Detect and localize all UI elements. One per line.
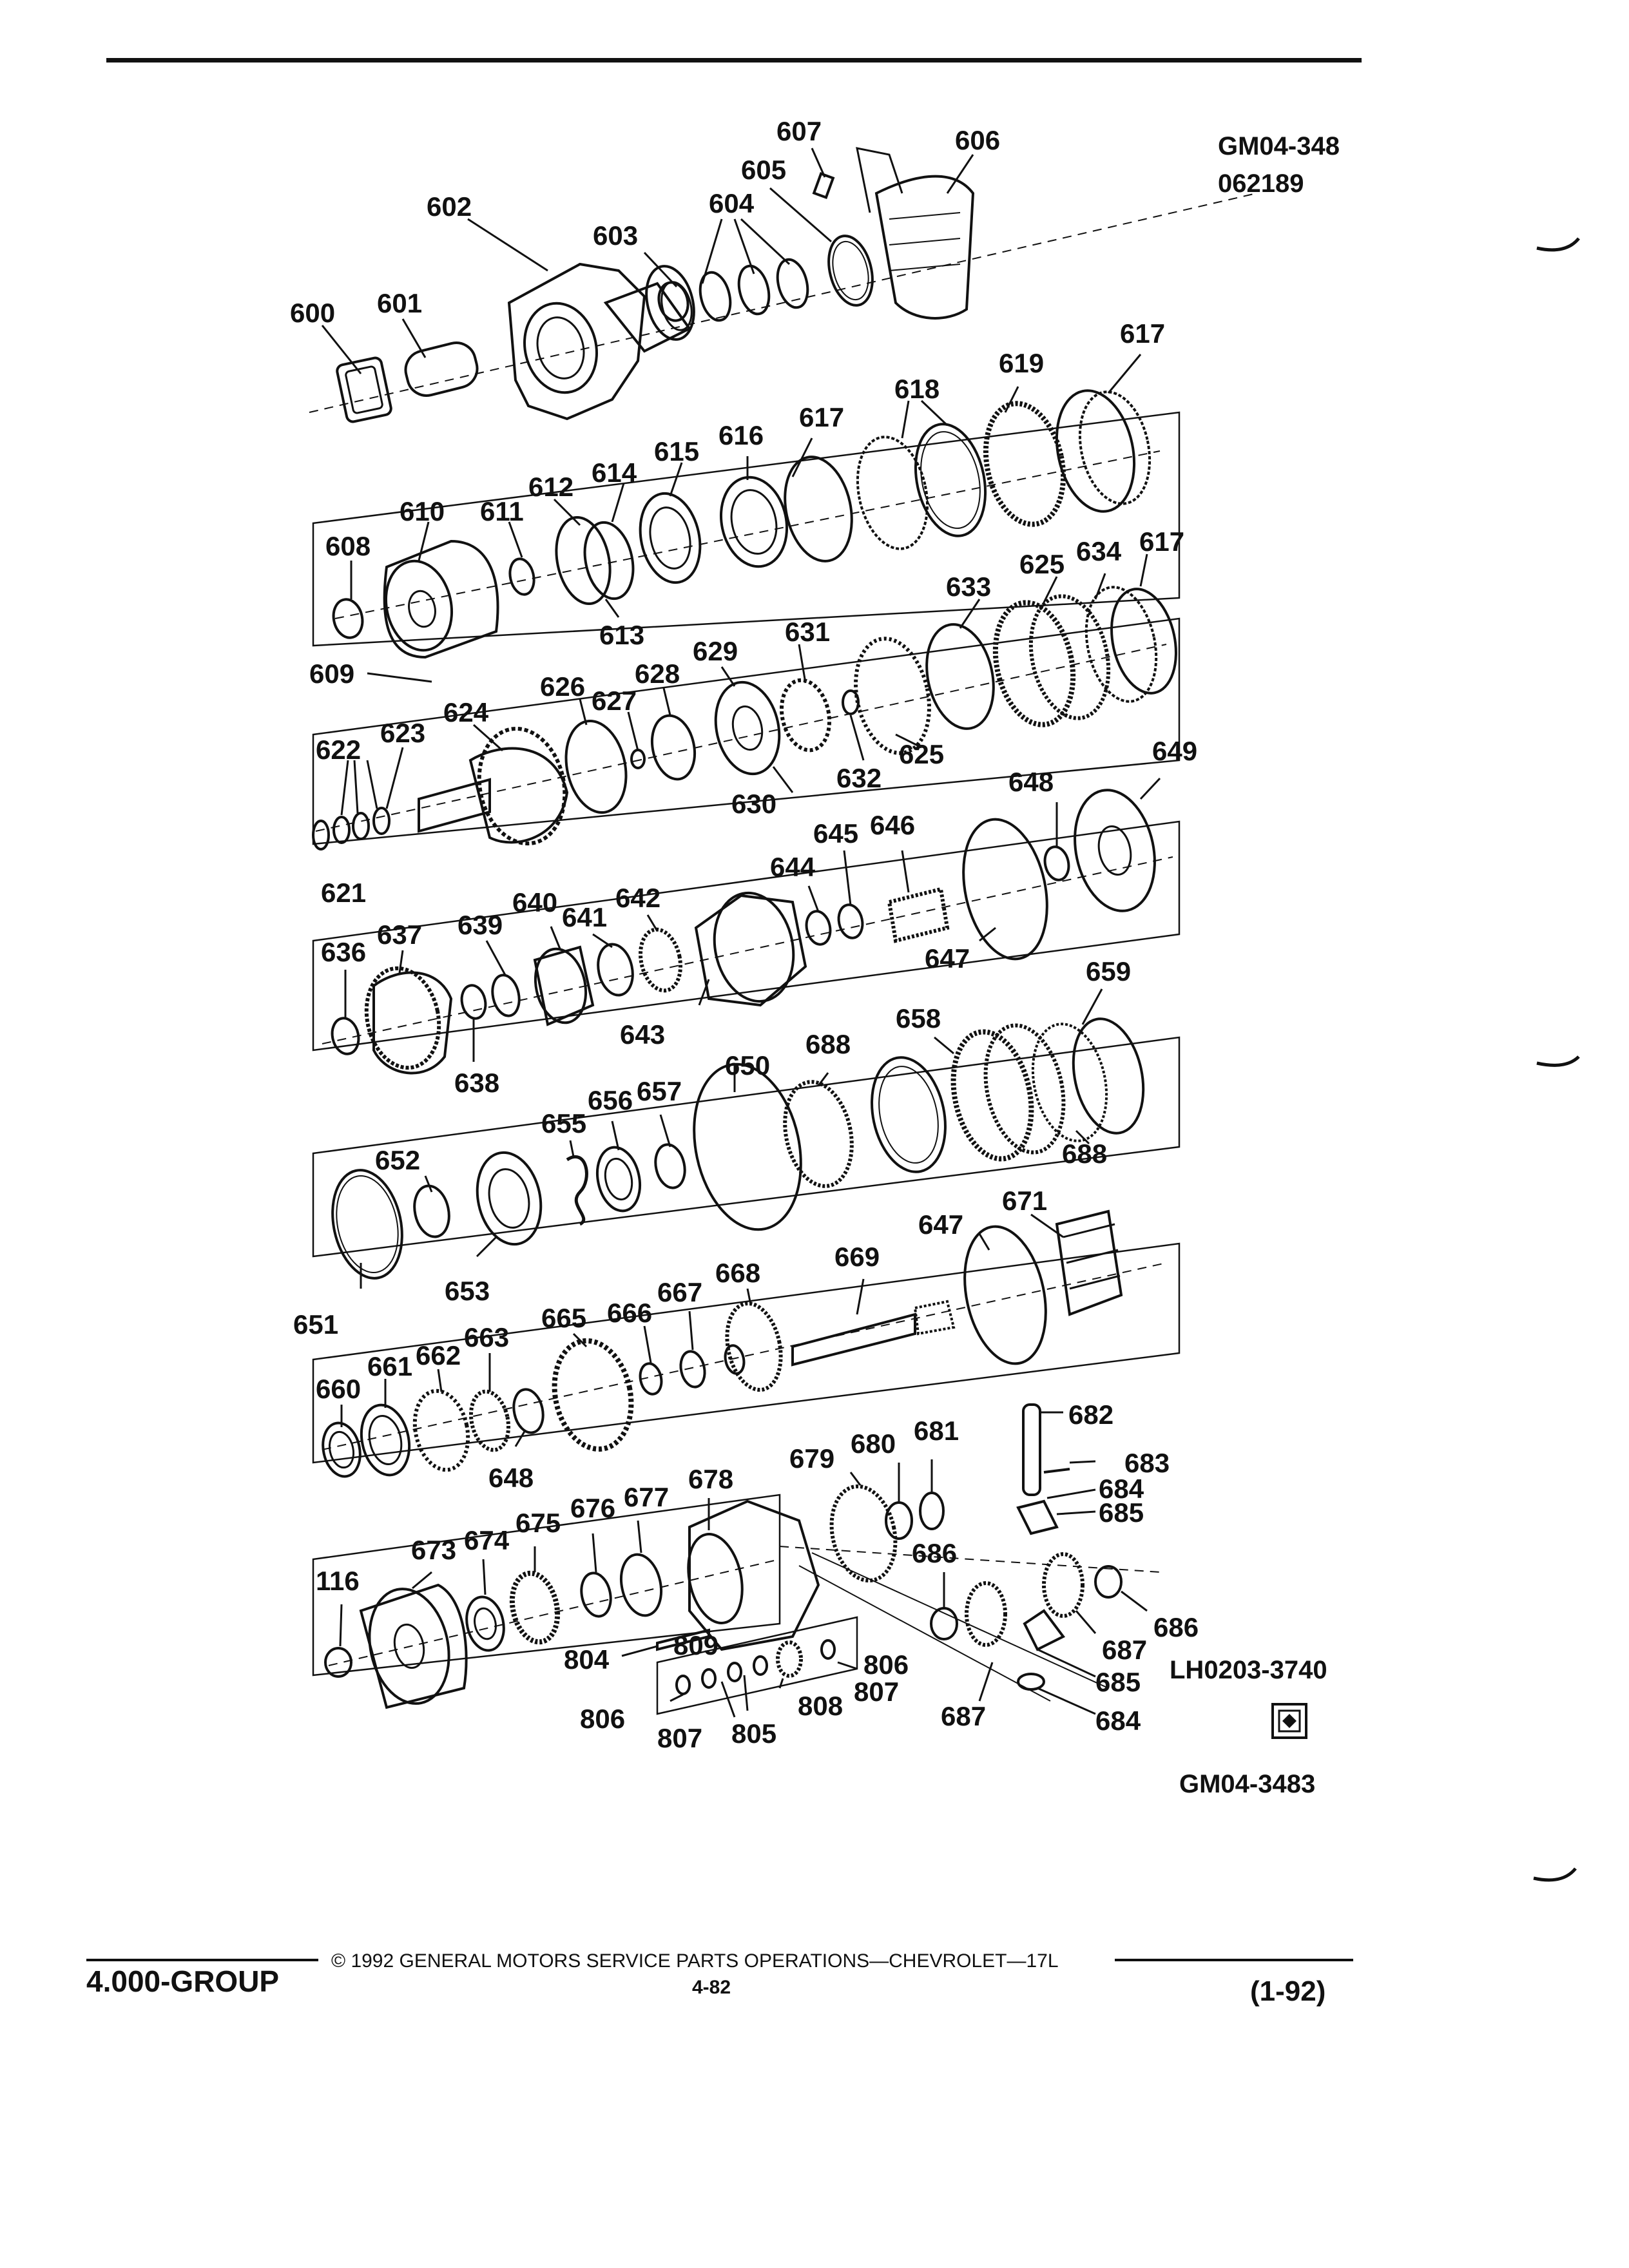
callout-808: 808 [798,1691,843,1721]
callout-662: 662 [416,1340,461,1370]
callout-655: 655 [541,1108,587,1139]
callout-621: 621 [321,878,367,908]
callout-646: 646 [870,810,916,840]
callout-648-a: 648 [1008,767,1054,797]
callout-610: 610 [400,496,445,526]
callout-684-a: 684 [1099,1474,1144,1504]
callout-641: 641 [562,902,608,932]
callout-617-c: 617 [1139,526,1185,557]
callout-677: 677 [624,1482,670,1512]
callout-686-a: 686 [912,1538,958,1568]
callout-687-a: 687 [1102,1635,1148,1665]
callout-676: 676 [570,1493,616,1523]
callout-612: 612 [528,472,574,502]
callout-615: 615 [654,436,700,466]
callout-674: 674 [464,1525,510,1555]
callout-617-b: 617 [1120,318,1166,349]
callout-601: 601 [377,288,423,318]
callout-668: 668 [715,1258,761,1288]
callout-644: 644 [770,852,816,882]
callout-675: 675 [516,1508,561,1538]
callout-682: 682 [1068,1399,1114,1430]
callout-658: 658 [896,1003,941,1033]
footer-rule-right [1115,1959,1353,1961]
callout-627: 627 [592,686,637,716]
callout-688-b: 688 [1062,1139,1108,1169]
callout-640: 640 [512,887,558,918]
illustration-id-line-2: 062189 [1218,169,1304,198]
callout-649: 649 [1152,736,1198,766]
callout-639: 639 [458,910,503,940]
callout-667: 667 [657,1277,703,1307]
callout-604: 604 [709,188,755,218]
callout-605: 605 [741,155,787,185]
group-label: 4.000-GROUP [86,1965,280,1998]
row-5-leaders [361,989,1102,1289]
callout-labels [290,116,1199,1753]
callout-809: 809 [673,1630,719,1660]
page-number: 4-82 [692,1977,731,1998]
callout-634: 634 [1076,536,1122,566]
callout-623: 623 [380,718,426,748]
callout-652: 652 [375,1145,421,1175]
callout-806-a: 806 [863,1649,909,1680]
callout-688-a: 688 [805,1029,851,1059]
callout-671: 671 [1002,1186,1048,1216]
callout-660: 660 [316,1374,361,1404]
callout-617-a: 617 [799,402,845,432]
callout-628: 628 [635,658,680,689]
illustration-id-line-1: GM04-348 [1218,132,1340,160]
callout-653: 653 [445,1276,490,1306]
footer-rule-left [86,1959,318,1961]
callout-659: 659 [1086,956,1132,986]
callout-608: 608 [325,531,371,561]
callout-679: 679 [789,1443,835,1474]
callout-631: 631 [785,617,831,647]
callout-651: 651 [293,1309,339,1340]
copyright-notice: © 1992 GENERAL MOTORS SERVICE PARTS OPERATIONS—CHEVROLET—17L [331,1950,1059,1972]
callout-647-a: 647 [925,943,970,974]
row-7-leaders [340,1412,1147,1717]
callout-613: 613 [599,620,645,650]
row-1-parts [309,148,1257,423]
callout-614: 614 [592,457,637,488]
callout-685-a: 685 [1099,1497,1144,1528]
callout-645: 645 [813,818,859,849]
callout-804: 804 [564,1644,610,1675]
callout-669: 669 [834,1242,880,1272]
callout-618: 618 [894,374,940,404]
callout-636: 636 [321,937,367,967]
callout-616: 616 [718,420,764,450]
callout-619: 619 [999,348,1045,378]
callout-806-b: 806 [580,1704,626,1734]
row-1-leaders [322,148,973,374]
callout-681: 681 [914,1416,959,1446]
callout-626: 626 [540,671,586,702]
row-4-parts [313,783,1179,1075]
callout-638: 638 [454,1068,500,1098]
revision-date: (1-92) [1250,1975,1326,2007]
callout-643: 643 [620,1019,666,1050]
callout-666: 666 [607,1298,653,1328]
callout-630: 630 [731,789,777,819]
callout-657: 657 [637,1076,682,1106]
callout-637: 637 [377,919,423,950]
callout-116: 116 [316,1566,360,1596]
callout-807-a: 807 [854,1677,900,1707]
callout-632: 632 [836,763,882,793]
callout-622: 622 [316,735,361,765]
callout-663: 663 [464,1322,510,1352]
callout-673: 673 [411,1535,457,1565]
callout-606: 606 [955,125,1001,155]
callout-665: 665 [541,1303,587,1333]
figure-id-lower: LH0203-3740 [1170,1656,1327,1684]
callout-650: 650 [725,1050,771,1081]
page-edge-marks [1534,238,1579,1880]
callout-611: 611 [480,496,524,526]
callout-625-b: 625 [1019,549,1065,579]
callout-624: 624 [443,697,489,727]
callout-678: 678 [688,1464,734,1494]
exploded-view-logo-icon [1273,1704,1306,1738]
callout-609: 609 [309,658,355,689]
callout-633: 633 [946,572,992,602]
callout-602: 602 [427,191,472,222]
callout-686-b: 686 [1153,1612,1199,1642]
callout-603: 603 [593,220,639,251]
callout-684-b: 684 [1095,1706,1141,1736]
callout-805: 805 [731,1718,777,1749]
callout-647-b: 647 [918,1209,964,1240]
callout-607: 607 [776,116,822,146]
callout-648-b: 648 [488,1463,534,1493]
callout-642: 642 [615,883,661,913]
callout-600: 600 [290,298,336,328]
figure-id-bottom: GM04-3483 [1179,1770,1316,1798]
callout-661: 661 [367,1351,413,1381]
callout-629: 629 [693,636,738,666]
callout-807-b: 807 [657,1723,703,1753]
callout-685-b: 685 [1095,1667,1141,1697]
callout-680: 680 [851,1428,896,1459]
callout-687-b: 687 [941,1701,987,1731]
callout-656: 656 [588,1085,633,1115]
callout-625-a: 625 [899,739,945,769]
callout-683: 683 [1124,1448,1170,1478]
row-6-leaders [342,1215,1063,1446]
